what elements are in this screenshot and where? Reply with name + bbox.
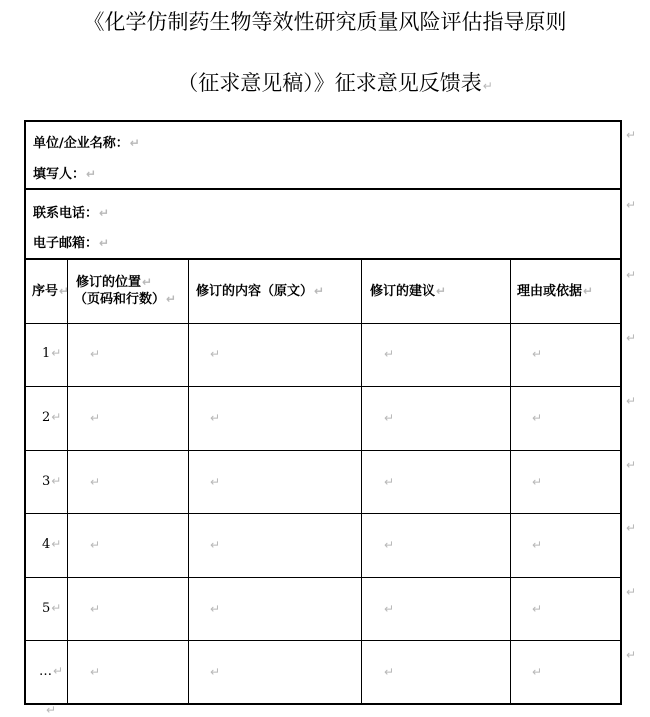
row-end-mark-icon: ↵ (626, 521, 637, 535)
header-content-label: 修订的内容（原文） (196, 284, 314, 299)
phone-label: 联系电话： (33, 206, 99, 221)
email-label: 电子邮箱： (33, 236, 99, 251)
reason-cell[interactable]: ↵ (532, 602, 543, 616)
content-cell[interactable]: ↵ (210, 602, 221, 616)
position-cell[interactable]: ↵ (90, 665, 101, 679)
suggestion-cell[interactable]: ↵ (384, 538, 395, 552)
row-divider (24, 386, 622, 387)
header-position-label-1: 修订的位置 (76, 275, 142, 290)
header-suggestion (370, 283, 446, 300)
row-divider (24, 577, 622, 578)
column-divider (188, 259, 189, 705)
position-cell[interactable]: ↵ (90, 602, 101, 616)
form-title-text-2: （征求意见稿）》征求意见反馈表 (177, 71, 482, 95)
content-cell[interactable]: ↵ (210, 665, 221, 679)
row-end-mark-icon: ↵ (626, 128, 637, 142)
column-divider (510, 259, 511, 705)
paragraph-mark-icon: ↵ (142, 275, 153, 289)
paragraph-mark-icon: ↵ (129, 136, 140, 150)
email-field[interactable] (33, 232, 109, 251)
paragraph-mark-icon: ↵ (53, 664, 64, 678)
suggestion-cell[interactable]: ↵ (384, 347, 395, 361)
position-cell[interactable]: ↵ (90, 411, 101, 425)
row-seq-cell[interactable] (42, 346, 61, 361)
row-seq-cell[interactable] (42, 537, 61, 552)
content-cell[interactable]: ↵ (210, 475, 221, 489)
reason-cell[interactable]: ↵ (532, 411, 543, 425)
row-seq-cell[interactable] (42, 410, 61, 425)
paragraph-mark-icon: ↵ (51, 474, 62, 488)
row-end-mark-icon: ↵ (626, 394, 637, 408)
reason-cell[interactable]: ↵ (532, 538, 543, 552)
paragraph-mark-icon: ↵ (314, 284, 325, 298)
row-seq-value: 3 (42, 474, 51, 489)
paragraph-mark-icon: ↵ (46, 703, 57, 717)
header-position-label-2: （页码和行数） (74, 292, 166, 307)
paragraph-mark-icon: ↵ (51, 410, 62, 424)
paragraph-mark-icon: ↵ (99, 236, 110, 250)
filler-field[interactable] (33, 163, 96, 182)
section-divider (24, 188, 622, 190)
row-divider (24, 450, 622, 451)
row-seq-value: 1 (42, 346, 51, 361)
row-seq-value: … (39, 664, 52, 679)
org-name-field[interactable] (33, 132, 140, 151)
paragraph-mark-icon: ↵ (51, 601, 62, 615)
row-seq-value: 4 (42, 537, 51, 552)
reason-cell[interactable]: ↵ (532, 347, 543, 361)
position-cell[interactable]: ↵ (90, 475, 101, 489)
suggestion-cell[interactable]: ↵ (384, 475, 395, 489)
suggestion-cell[interactable]: ↵ (384, 602, 395, 616)
row-divider (24, 323, 622, 324)
row-end-mark-icon: ↵ (626, 331, 637, 345)
row-seq-cell[interactable] (42, 601, 61, 616)
column-divider (361, 259, 362, 705)
row-end-mark-icon: ↵ (626, 458, 637, 472)
position-cell[interactable]: ↵ (90, 538, 101, 552)
paragraph-mark-icon: ↵ (583, 284, 594, 298)
paragraph-mark-icon: ↵ (51, 537, 62, 551)
header-reason-label: 理由或依据 (517, 284, 583, 299)
row-end-mark-icon: ↵ (626, 268, 637, 282)
header-position (74, 274, 176, 308)
content-cell[interactable]: ↵ (210, 411, 221, 425)
column-divider (67, 259, 68, 705)
row-divider (24, 513, 622, 514)
row-seq-value: 5 (42, 601, 51, 616)
row-seq-cell[interactable] (39, 664, 63, 679)
content-cell[interactable]: ↵ (210, 347, 221, 361)
reason-cell[interactable]: ↵ (532, 665, 543, 679)
row-end-mark-icon: ↵ (626, 198, 637, 212)
content-cell[interactable]: ↵ (210, 538, 221, 552)
section-divider (24, 258, 622, 260)
row-seq-cell[interactable] (42, 474, 61, 489)
form-title-line-2 (10, 67, 650, 97)
org-name-label: 单位/企业名称： (33, 136, 129, 151)
header-seq (32, 283, 69, 300)
form-title-text-1: 《化学仿制药生物等效性研究质量风险评估指导原则 (83, 10, 567, 34)
row-end-mark-icon: ↵ (626, 648, 637, 662)
paragraph-mark-icon: ↵ (482, 79, 493, 93)
suggestion-cell[interactable]: ↵ (384, 665, 395, 679)
reason-cell[interactable]: ↵ (532, 475, 543, 489)
paragraph-mark-icon: ↵ (99, 206, 110, 220)
suggestion-cell[interactable]: ↵ (384, 411, 395, 425)
paragraph-mark-icon: ↵ (166, 292, 177, 306)
paragraph-mark-icon: ↵ (436, 284, 447, 298)
header-content (196, 283, 324, 300)
filler-label: 填写人： (33, 167, 86, 182)
paragraph-mark-icon: ↵ (86, 167, 97, 181)
header-reason (517, 283, 593, 300)
header-seq-label: 序号 (32, 284, 59, 299)
row-seq-value: 2 (42, 410, 51, 425)
row-divider (24, 640, 622, 641)
phone-field[interactable] (33, 202, 109, 221)
form-title-line-1 (0, 6, 650, 36)
header-suggestion-label: 修订的建议 (370, 284, 436, 299)
paragraph-mark-icon: ↵ (51, 346, 62, 360)
paragraph-mark-icon: ↵ (59, 284, 70, 298)
row-end-mark-icon: ↵ (626, 585, 637, 599)
position-cell[interactable]: ↵ (90, 347, 101, 361)
